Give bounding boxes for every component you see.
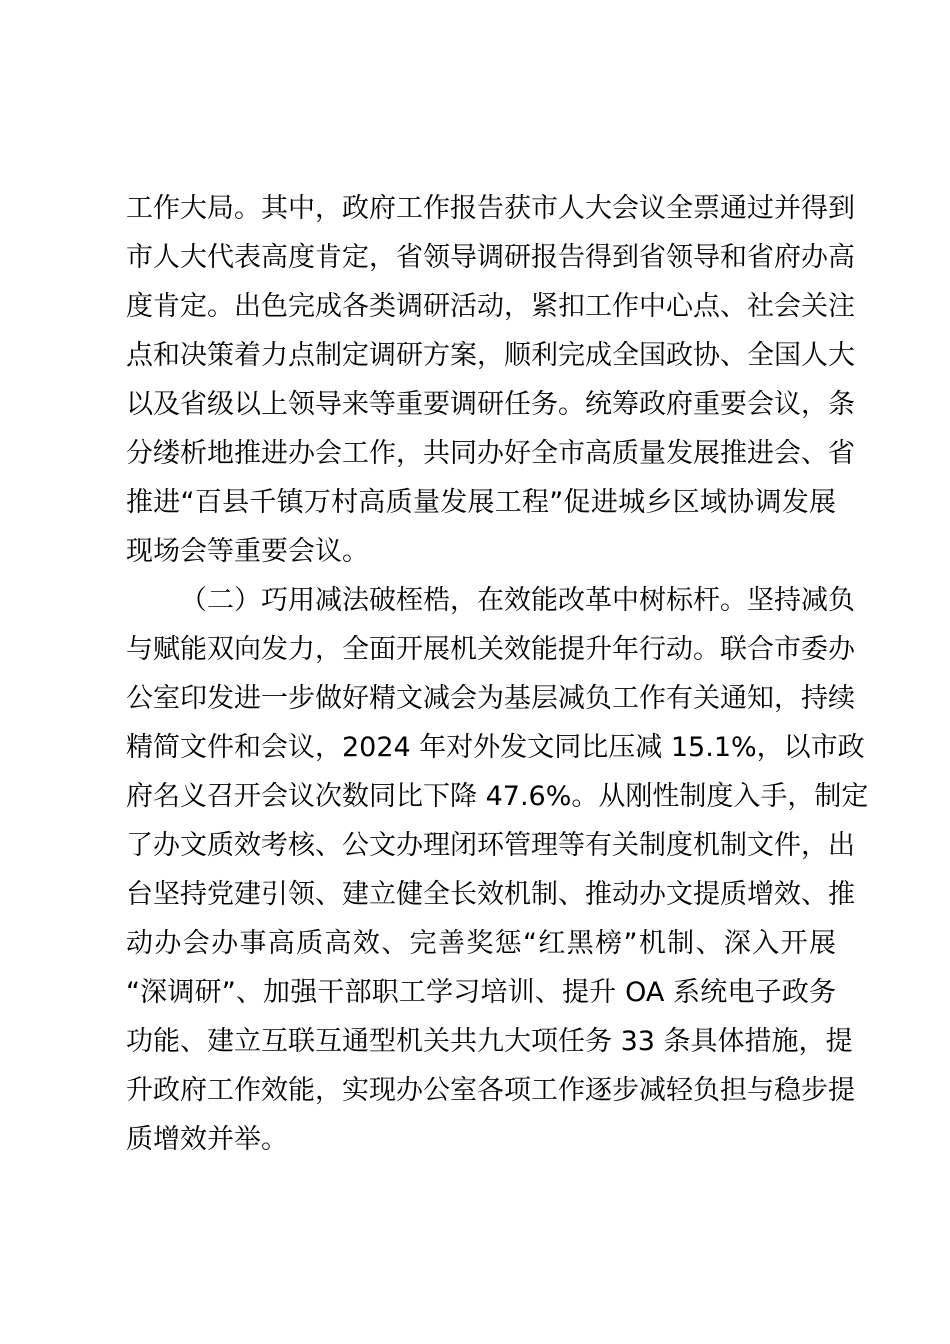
text-line: 功能、建立互联互通型机关共九大项任务 33 条具体措施，提 <box>126 1026 853 1057</box>
text-line: 精简文件和会议，2024 年对外发文同比压减 15.1%，以市政 <box>126 732 865 763</box>
text-line: 度肯定。出色完成各类调研活动，紧扣工作中心点、社会关注 <box>126 291 855 322</box>
text-line: 质增效并举。 <box>126 1124 288 1155</box>
text-line: 以及省级以上领导来等重要调研任务。统筹政府重要会议，条 <box>126 389 855 420</box>
paragraph-2 <box>126 576 869 1164</box>
paragraph-1 <box>126 184 855 576</box>
text-line: 工作大局。其中，政府工作报告获市人大会议全票通过并得到 <box>126 193 855 224</box>
text-line: 公室印发进一步做好精文减会为基层减负工作有关通知，持续 <box>126 683 855 714</box>
text-line: 推进“百县千镇万村高质量发展工程”促进城乡区域协调发展 <box>126 487 836 518</box>
text-line: 分缕析地推进办会工作，共同办好全市高质量发展推进会、省 <box>126 438 855 469</box>
text-line: 现场会等重要会议。 <box>126 536 369 567</box>
section-heading-line: （二）巧用减法破桎梏，在效能改革中树标杆。坚持减负 <box>180 585 855 616</box>
text-line: 府名义召开会议次数同比下降 47.6%。从刚性制度入手，制定 <box>126 781 869 812</box>
text-line: 升政府工作效能，实现办公室各项工作逐步减轻负担与稳步提 <box>126 1075 855 1106</box>
text-line: 动办会办事高质高效、完善奖惩“红黑榜”机制、深入开展 <box>126 928 836 959</box>
text-line: 市人大代表高度肯定，省领导调研报告得到省领导和省府办高 <box>126 242 855 273</box>
text-line: “深调研”、加强干部职工学习培训、提升 OA 系统电子政务 <box>126 977 836 1008</box>
body-text <box>126 184 869 1164</box>
text-line: 了办文质效考核、公文办理闭环管理等有关制度机制文件，出 <box>126 830 855 861</box>
text-line: 点和决策着力点制定调研方案，顺利完成全国政协、全国人大 <box>126 340 855 371</box>
text-line: 台坚持党建引领、建立健全长效机制、推动办文提质增效、推 <box>126 879 855 910</box>
text-line: 与赋能双向发力，全面开展机关效能提升年行动。联合市委办 <box>126 634 855 665</box>
